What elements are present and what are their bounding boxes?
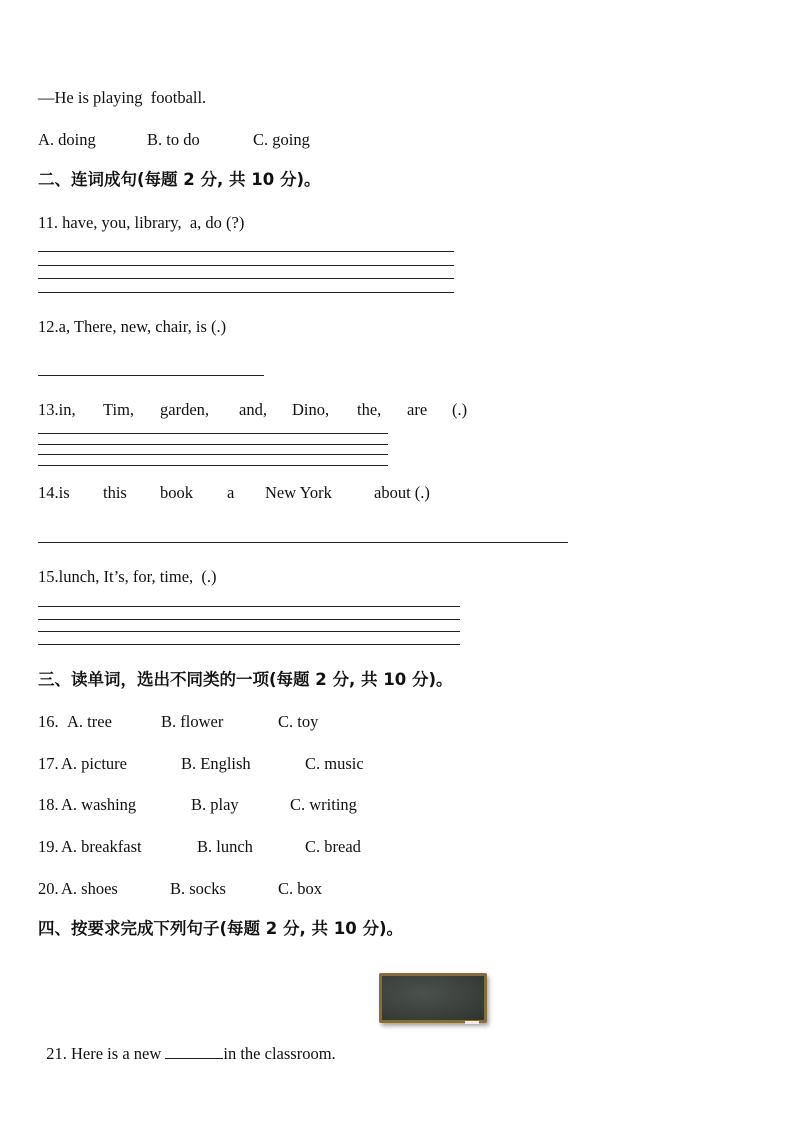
blackboard-picture (379, 973, 487, 1023)
q12-answer-line (38, 375, 264, 376)
q16-number: 16. (38, 712, 63, 731)
q21-blank (165, 1044, 223, 1059)
q11-answer-line-4 (38, 292, 454, 293)
blackboard-surface (382, 976, 484, 1020)
q19-option-c: C. bread (305, 837, 361, 856)
q19-option-a: A. breakfast (61, 837, 142, 856)
q14-word: 14.is (38, 483, 70, 502)
q13-word: Dino, (292, 400, 330, 419)
q19-option-b: B. lunch (197, 837, 253, 856)
q11-answer-line-1 (38, 251, 454, 252)
q13-word: garden, (160, 400, 210, 419)
q16-option-c: C. toy (278, 712, 319, 731)
q10-option-c: C. going (253, 130, 310, 149)
q13-answer-line-4 (38, 465, 388, 466)
question-12: 12.a, There, new, chair, is (.) (38, 317, 227, 336)
q13-word: the, (357, 400, 382, 419)
q21-text-after: in the classroom. (223, 1044, 336, 1063)
q14-answer-line (38, 542, 568, 543)
q18-option-a: A. washing (61, 795, 137, 814)
q17-option-a: A. picture (61, 754, 127, 773)
q15-answer-line-3 (38, 631, 460, 632)
q11-answer-line-2 (38, 265, 454, 266)
question-21 (38, 1024, 336, 1064)
q20-option-b: B. socks (170, 879, 226, 898)
q10-option-b: B. to do (147, 130, 200, 149)
q13-answer-line-2 (38, 444, 388, 445)
q15-answer-line-4 (38, 644, 460, 645)
question-15: 15.lunch, It’s, for, time, (.) (38, 567, 217, 586)
q16-option-b: B. flower (161, 712, 224, 731)
question-11: 11. have, you, library, a, do (?) (38, 213, 245, 232)
q11-answer-line-3 (38, 278, 454, 279)
q17-option-c: C. music (305, 754, 364, 773)
chalk-piece (465, 1021, 479, 1024)
q14-word: a (227, 483, 235, 502)
q13-word: are (407, 400, 428, 419)
q17-option-b: B. English (181, 754, 251, 773)
q18-number: 18. (38, 795, 59, 814)
q18-option-c: C. writing (290, 795, 357, 814)
q10-answer-line: —He is playing football. (38, 88, 207, 107)
section-4-heading: 四、按要求完成下列句子(每题 2 分, 共 10 分)。 (38, 919, 404, 938)
q20-option-a: A. shoes (61, 879, 118, 898)
q19-number: 19. (38, 837, 59, 856)
q14-word: New York (265, 483, 332, 502)
q10-option-a: A. doing (38, 130, 96, 149)
q15-answer-line-1 (38, 606, 460, 607)
q14-word: about (.) (374, 483, 430, 502)
q15-answer-line-2 (38, 619, 460, 620)
q13-answer-line-3 (38, 454, 388, 455)
q14-word: book (160, 483, 193, 502)
section-3-heading: 三、读单词，选出不同类的一项(每题 2 分, 共 10 分)。 (38, 670, 453, 689)
q13-word: (.) (452, 400, 468, 419)
q18-option-b: B. play (191, 795, 239, 814)
q14-word: this (103, 483, 127, 502)
q13-answer-line-1 (38, 433, 388, 434)
q20-number: 20. (38, 879, 59, 898)
q13-word: 13.in, (38, 400, 76, 419)
q13-word: Tim, (103, 400, 135, 419)
q21-text-before: 21. Here is a new (46, 1044, 166, 1063)
q16-option-a: A. tree (67, 712, 112, 731)
q20-option-c: C. box (278, 879, 323, 898)
q13-word: and, (239, 400, 267, 419)
section-2-heading: 二、连词成句(每题 2 分, 共 10 分)。 (38, 170, 321, 189)
q17-number: 17. (38, 754, 59, 773)
